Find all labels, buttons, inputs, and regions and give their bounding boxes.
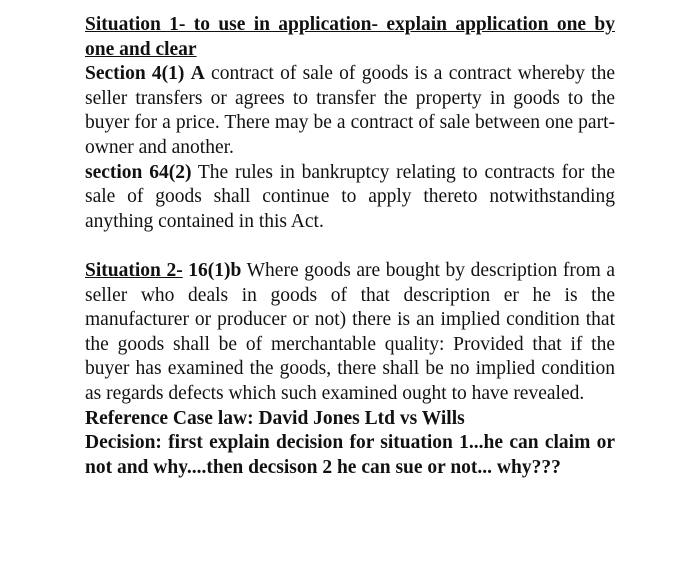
situation-2-paragraph — [85, 259, 615, 407]
section-4-1-text: contract of sale of goods is a contract whereby the seller transfers or agrees to transfer the property in goods to the buyer for a price. There may be a contract of sale between one part- owner and another. — [85, 63, 616, 158]
situation-1-heading: Situation 1- to use in application- explain application one by one and clear — [85, 14, 615, 60]
situation-1-heading-block — [85, 13, 615, 62]
paragraph-spacer — [85, 234, 615, 259]
section-64-2-paragraph — [85, 161, 615, 235]
section-4-1-paragraph — [85, 62, 615, 160]
section-4-1-ref: Section 4(1) — [85, 63, 185, 85]
reference-case-law: Reference Case law: David Jones Ltd vs Wills — [85, 407, 465, 429]
section-64-2-text: The rules in bankruptcy relating to contracts for the sale of goods shall continue to apply thereto notwithstanding anything contained in this Act. — [85, 161, 615, 232]
section-16-1-b-ref: 16(1)b — [188, 259, 242, 281]
situation-2-text: Where goods are bought by description from a seller who deals in goods of that description er he is the manufacturer or producer or not) there is an implied condition that the goods shall be of merchantable quality: Provided that if the buyer has examined the goods, there shall be no implied condition as regards defects which such examined ought to have revealed. — [85, 259, 615, 404]
document-body — [85, 13, 615, 480]
section-4-1-letter: A — [190, 63, 205, 85]
section-64-2-ref: section 64(2) — [85, 161, 192, 183]
decision-question: Decision: first explain decision for situation 1...he can claim or not and why....then decsison 2 he can sue or not... why??? — [85, 432, 615, 478]
situation-2-heading: Situation 2- — [85, 259, 183, 281]
